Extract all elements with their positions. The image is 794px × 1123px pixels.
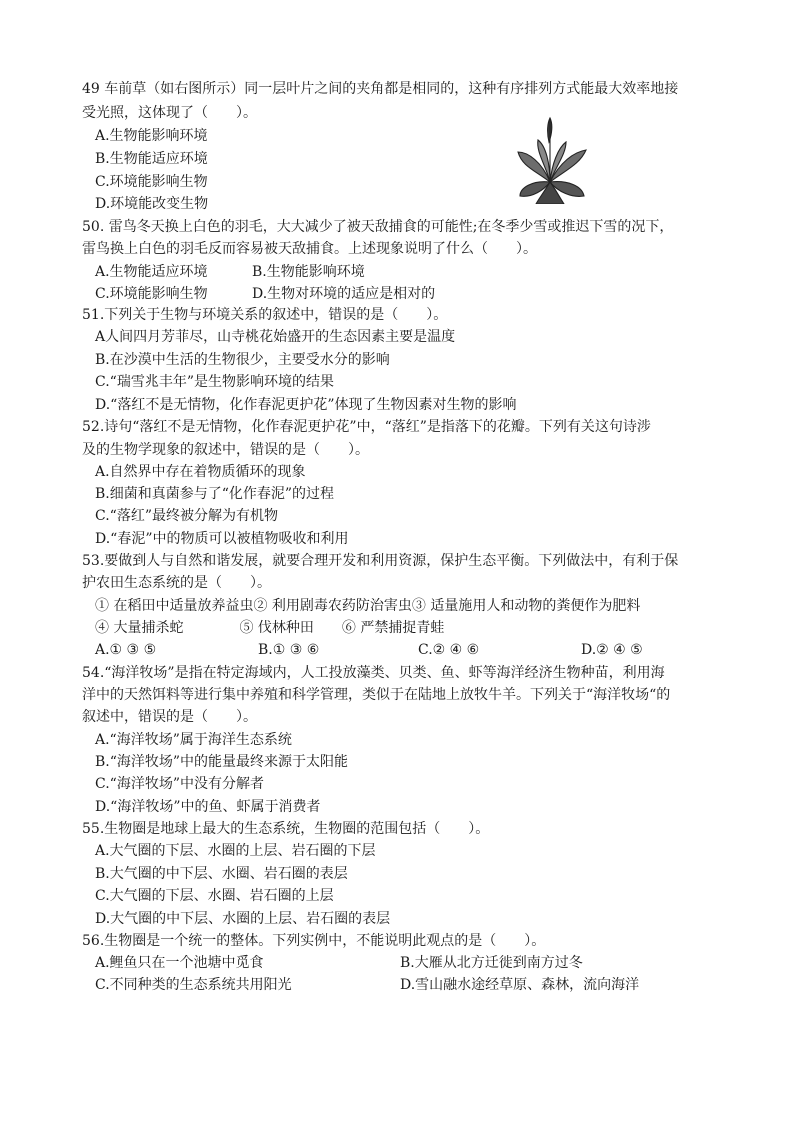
question-52-line-2: 及的生物学现象的叙述中，错误的是（ ）。: [82, 442, 369, 458]
question-50-option-c: C.环境能影响生物: [95, 286, 208, 302]
question-53-option-a: A.① ③ ⑤: [95, 642, 157, 658]
question-56-option-a: A.鲤鱼只在一个池塘中觅食: [95, 955, 264, 971]
question-54-option-c: C.“海洋牧场”中没有分解者: [95, 776, 264, 792]
question-56-option-c: C.不同种类的生态系统共用阳光: [95, 977, 292, 993]
question-54-option-a: A.“海洋牧场”属于海洋生态系统: [95, 732, 292, 748]
question-55-option-c: C.大气圈的下层、水圈、岩石圈的上层: [95, 888, 334, 904]
question-53-item-row-2: ④ 大量捕杀蛇 ⑤ 伐林种田 ⑥ 严禁捕捉青蛙: [95, 620, 445, 636]
question-51-line-1: 51.下列关于生物与环境关系的叙述中，错误的是（ ）。: [82, 307, 448, 323]
question-50-option-d: D.生物对环境的适应是相对的: [252, 286, 436, 302]
question-50-option-a: A.生物能适应环境: [95, 264, 208, 280]
question-50-line-1: 50. 雷鸟冬天换上白色的羽毛，大大减少了被天敌捕食的可能性;在冬季少雪或推迟下雪的况下，: [82, 219, 674, 235]
question-56-option-d: D.雪山融水途经草原、森林，流向海洋: [400, 977, 640, 993]
question-52-option-a: A.自然界中存在着物质循环的现象: [95, 464, 306, 480]
question-53-line-1: 53.要做到人与自然和谐发展，就要合理开发和利用资源，保护生态平衡。下列做法中，有利于保: [82, 553, 679, 569]
question-55-line-1: 55.生物圈是地球上最大的生态系统，生物圈的范围包括（ ）。: [82, 821, 490, 837]
question-55-option-b: B.大气圈的中下层、水圈、岩石圈的表层: [95, 866, 348, 882]
question-53-option-c: C.② ④ ⑥: [418, 642, 480, 658]
question-49-line-1: 49 车前草（如右图所示）同一层叶片之间的夹角都是相同的，这种有序排列方式能最大效率地接: [82, 81, 679, 97]
question-51-option-d: D.“落红不是无情物，化作春泥更护花”体现了生物因素对生物的影响: [95, 397, 517, 413]
question-49-line-2: 受光照，这体现了（ ）。: [82, 105, 257, 121]
question-50-line-2: 雷鸟换上白色的羽毛反而容易被天敌捕食。上述现象说明了什么（ ）。: [82, 241, 537, 257]
question-56-option-b: B.大雁从北方迁徙到南方过冬: [400, 955, 583, 971]
question-52-option-b: B.细菌和真菌参与了“化作春泥”的过程: [95, 486, 335, 502]
question-54-option-b: B.“海洋牧场”中的能量最终来源于太阳能: [95, 754, 349, 770]
question-50-option-b: B.生物能影响环境: [252, 264, 365, 280]
question-49-option-c: C.环境能影响生物: [95, 174, 208, 190]
question-54-line-1: 54.“海洋牧场”是指在特定海域内，人工投放藻类、贝类、鱼、虾等海洋经济生物种苗，利用海: [82, 665, 665, 681]
question-49-option-d: D.环境能改变生物: [95, 196, 209, 212]
question-52-line-1: 52.诗句“落红不是无情物，化作春泥更护花”中，“落红”是指落下的花瓣。下列有关这句诗涉: [82, 419, 651, 435]
question-51-option-c: C.“瑞雪兆丰年”是生物影响环境的结果: [95, 374, 334, 390]
question-55-option-d: D.大气圈的中下层、水圈的上层、岩石圈的表层: [95, 911, 391, 927]
question-54-line-3: 叙述中，错误的是（ ）。: [82, 709, 257, 725]
question-53-option-b: B.① ③ ⑥: [258, 642, 320, 658]
question-49-option-b: B.生物能适应环境: [95, 151, 208, 167]
question-53-item-row-1: ① 在稻田中适量放养益虫② 利用剧毒农药防治害虫③ 适量施用人和动物的粪便作为肥料: [95, 598, 641, 614]
question-54-line-2: 洋中的天然饵料等进行集中养殖和科学管理，类似于在陆地上放牧牛羊。下列关于“海洋牧场“的: [82, 687, 671, 703]
question-56-line-1: 56.生物圈是一个统一的整体。下列实例中，不能说明此观点的是（ ）。: [82, 933, 546, 949]
question-54-option-d: D.“海洋牧场”中的鱼、虾属于消费者: [95, 799, 321, 815]
question-49-option-a: A.生物能影响环境: [95, 128, 208, 144]
question-52-option-c: C.“落红”最终被分解为有机物: [95, 508, 278, 524]
question-51-option-a: A人间四月芳菲尽，山寺桃花始盛开的生态因素主要是温度: [95, 329, 456, 345]
question-55-option-a: A.大气圈的下层、水圈的上层、岩石圈的下层: [95, 843, 376, 859]
question-52-option-d: D.“春泥”中的物质可以被植物吸收和利用: [95, 531, 349, 547]
question-53-line-2: 护农田生态系统的是（ ）。: [82, 575, 271, 591]
plantain-plant-illustration: [516, 112, 588, 204]
question-51-option-b: B.在沙漠中生活的生物很少，主要受水分的影响: [95, 352, 390, 368]
question-53-option-d: D.② ④ ⑤: [581, 642, 643, 658]
